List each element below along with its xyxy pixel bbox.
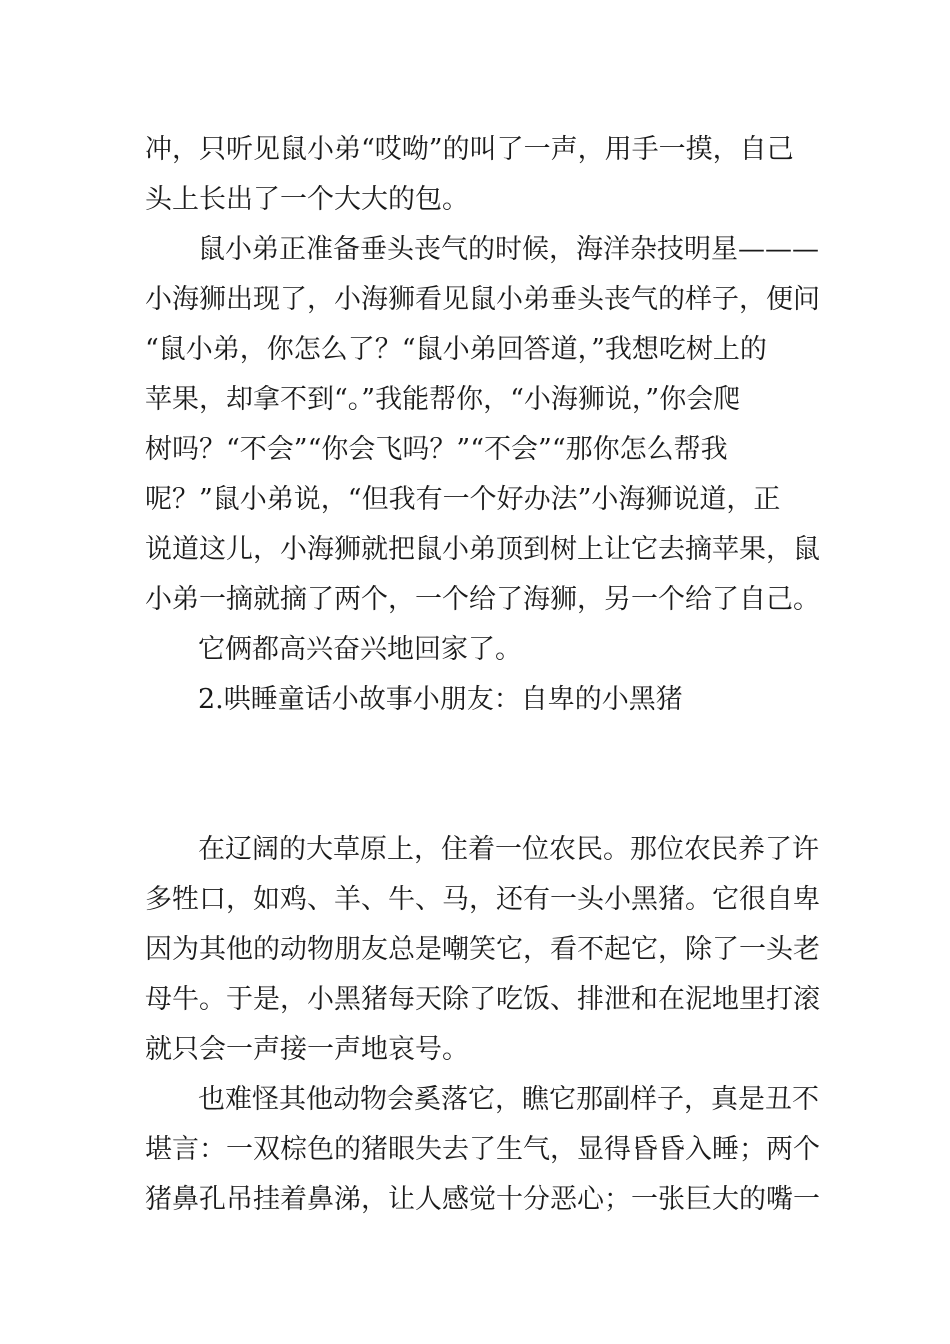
paragraph-first-line: 也难怪其他动物会奚落它，瞧它那副样子，真是丑不 xyxy=(198,1084,819,1115)
text-line: 头上长出了一个大大的包。 xyxy=(145,184,469,215)
paragraph-first-line: 在辽阔的大草原上，住着一位农民。那位农民养了许 xyxy=(198,834,819,865)
text-line: 多牲口，如鸡、羊、牛、马，还有一头小黑猪。它很自卑 xyxy=(145,884,820,915)
text-line: 冲，只听见鼠小弟“哎呦”的叫了一声，用手一摸，自己 xyxy=(145,134,794,165)
text-line: 说道这儿，小海狮就把鼠小弟顶到树上让它去摘苹果，鼠 xyxy=(145,534,820,565)
text-line: 母牛。于是，小黑猪每天除了吃饭、排泄和在泥地里打滚 xyxy=(145,984,820,1015)
text-line: 因为其他的动物朋友总是嘲笑它，看不起它，除了一头老 xyxy=(145,934,820,965)
text-line: 苹果，却拿不到“。”我能帮你，“小海狮说，”你会爬 xyxy=(145,384,741,415)
text-line: 树吗？“不会”“你会飞吗？”“不会”“那你怎么帮我 xyxy=(145,434,728,465)
text-line: 呢？”鼠小弟说，“但我有一个好办法”小海狮说道，正 xyxy=(145,484,781,515)
story-heading: 2.哄睡童话小故事小朋友：自卑的小黑猪 xyxy=(198,684,683,715)
text-line: 堪言：一双棕色的猪眼失去了生气，显得昏昏入睡；两个 xyxy=(145,1134,820,1165)
text-line: 小弟一摘就摘了两个，一个给了海狮，另一个给了自己。 xyxy=(145,584,820,615)
text-line: 就只会一声接一声地哀号。 xyxy=(145,1034,469,1065)
paragraph-first-line: 鼠小弟正准备垂头丧气的时候，海洋杂技明星——— xyxy=(198,234,819,265)
text-line: 猪鼻孔吊挂着鼻涕，让人感觉十分恶心；一张巨大的嘴一 xyxy=(145,1184,820,1215)
text-line: “鼠小弟，你怎么了？“鼠小弟回答道，”我想吃树上的 xyxy=(145,334,767,365)
text-line: 小海狮出现了，小海狮看见鼠小弟垂头丧气的样子，便问 xyxy=(145,284,820,315)
paragraph-first-line: 它俩都高兴奋兴地回家了。 xyxy=(198,634,522,665)
